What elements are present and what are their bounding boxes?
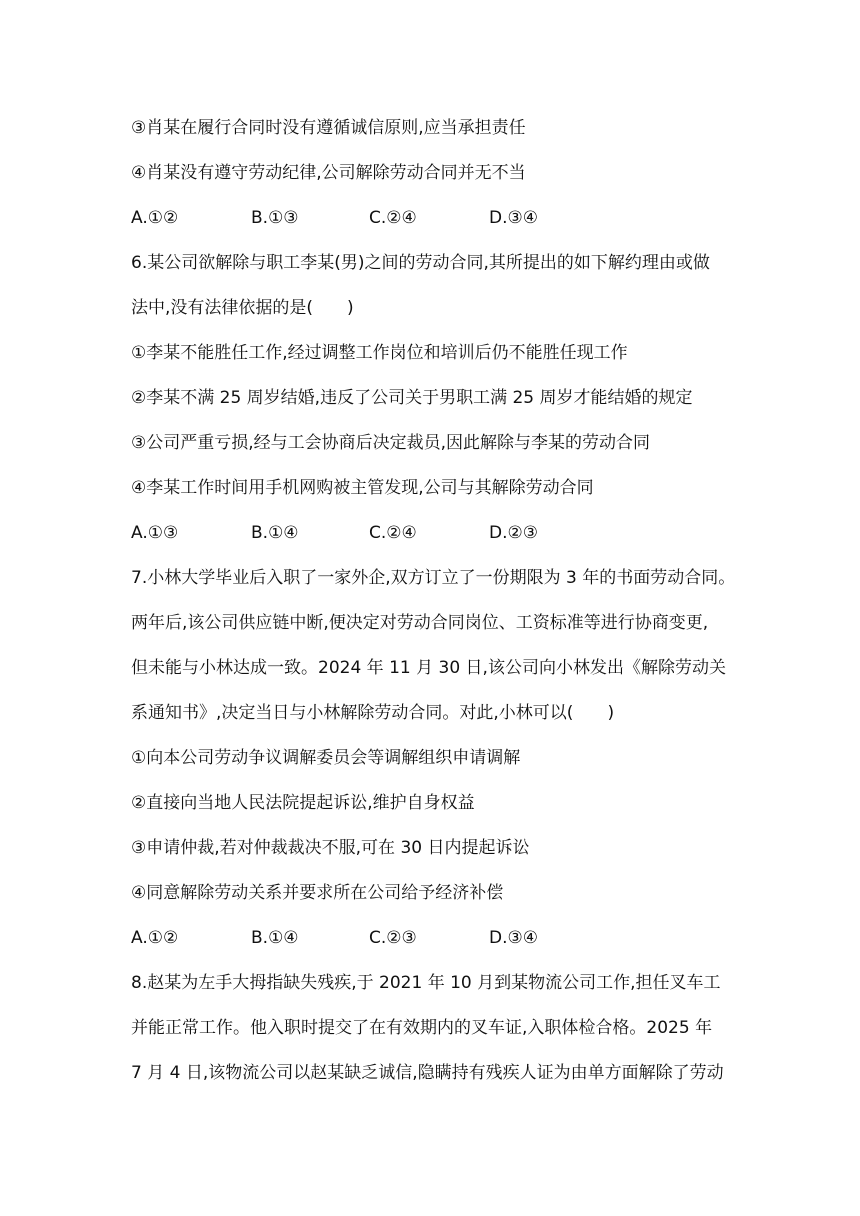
q6-item-3: ③公司严重亏损,经与工会协商后决定裁员,因此解除与李某的劳动合同 <box>131 433 651 453</box>
q7-option-b: B.①④ <box>251 928 299 948</box>
q6-option-c: C.②④ <box>369 523 417 543</box>
q6-option-a: A.①③ <box>131 523 179 543</box>
q7-stem-line-2: 两年后,该公司供应链中断,便决定对劳动合同岗位、工资标准等进行协商变更, <box>131 613 709 633</box>
q6-stem-line-1: 6.某公司欲解除与职工李某(男)之间的劳动合同,其所提出的如下解约理由或做 <box>131 253 710 273</box>
q5-item-3: ③肖某在履行合同时没有遵循诚信原则,应当承担责任 <box>131 118 526 138</box>
q6-item-2: ②李某不满 25 周岁结婚,违反了公司关于男职工满 25 周岁才能结婚的规定 <box>131 388 693 408</box>
q7-item-1: ①向本公司劳动争议调解委员会等调解组织申请调解 <box>131 748 521 768</box>
q5-option-d: D.③④ <box>489 208 538 228</box>
q7-option-a: A.①② <box>131 928 179 948</box>
q7-item-4: ④同意解除劳动关系并要求所在公司给予经济补偿 <box>131 883 504 903</box>
q5-option-a: A.①② <box>131 208 179 228</box>
q7-stem-line-1: 7.小林大学毕业后入职了一家外企,双方订立了一份期限为 3 年的书面劳动合同。 <box>131 568 736 588</box>
q8-stem-line-3: 7 月 4 日,该物流公司以赵某缺乏诚信,隐瞒持有残疾人证为由单方面解除了劳动 <box>131 1063 724 1083</box>
q5-item-4: ④肖某没有遵守劳动纪律,公司解除劳动合同并无不当 <box>131 163 526 183</box>
q5-option-c: C.②④ <box>369 208 417 228</box>
q6-item-4: ④李某工作时间用手机网购被主管发现,公司与其解除劳动合同 <box>131 478 594 498</box>
q6-option-b: B.①④ <box>251 523 299 543</box>
q6-item-1: ①李某不能胜任工作,经过调整工作岗位和培训后仍不能胜任现工作 <box>131 343 628 363</box>
q7-option-d: D.③④ <box>489 928 538 948</box>
q7-item-2: ②直接向当地人民法院提起诉讼,维护自身权益 <box>131 793 475 813</box>
q6-stem-line-2: 法中,没有法律依据的是( ) <box>131 298 354 318</box>
q7-item-3: ③申请仲裁,若对仲裁裁决不服,可在 30 日内提起诉讼 <box>131 838 530 858</box>
q6-option-d: D.②③ <box>489 523 538 543</box>
q8-stem-line-1: 8.赵某为左手大拇指缺失残疾,于 2021 年 10 月到某物流公司工作,担任叉车工 <box>131 973 721 993</box>
q7-stem-line-3: 但未能与小林达成一致。2024 年 11 月 30 日,该公司向小林发出《解除劳动关 <box>131 658 726 678</box>
q8-stem-line-2: 并能正常工作。他入职时提交了在有效期内的叉车证,入职体检合格。2025 年 <box>131 1018 713 1038</box>
q7-option-c: C.②③ <box>369 928 417 948</box>
q5-option-b: B.①③ <box>251 208 299 228</box>
q7-stem-line-4: 系通知书》,决定当日与小林解除劳动合同。对此,小林可以( ) <box>131 703 615 723</box>
